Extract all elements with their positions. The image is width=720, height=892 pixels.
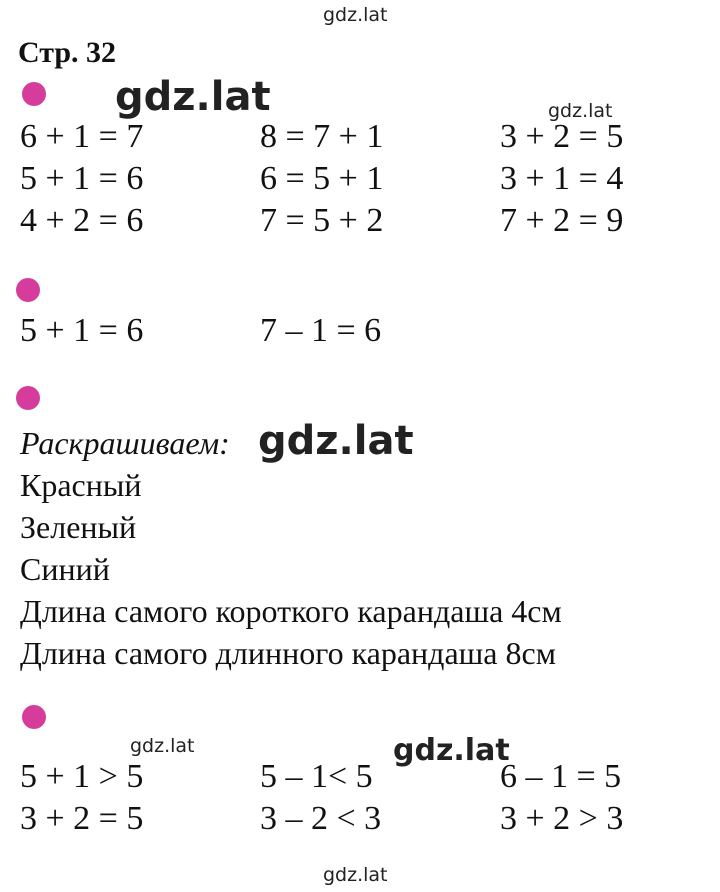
- equation: 7 + 2 = 9: [500, 202, 624, 239]
- section-bullet: [22, 82, 46, 106]
- equation: 7 – 1 = 6: [260, 312, 382, 349]
- comparison: 5 + 1 > 5: [20, 758, 144, 795]
- watermark-small: gdz.lat: [130, 735, 195, 757]
- section-bullet: [16, 386, 40, 410]
- equation: 6 + 1 = 7: [20, 118, 144, 155]
- watermark-large: gdz.lat: [115, 74, 271, 120]
- coloring-heading: Раскрашиваем:: [20, 425, 230, 461]
- watermark-medium: gdz.lat: [393, 733, 510, 768]
- equation: 5 + 1 = 6: [20, 312, 144, 349]
- equation: 7 = 5 + 2: [260, 202, 384, 239]
- equation: 3 + 2 = 5: [500, 118, 624, 155]
- section-bullet: [16, 278, 40, 302]
- comparison: 3 + 2 > 3: [500, 800, 624, 837]
- text-line: Красный: [20, 467, 142, 503]
- equation: 4 + 2 = 6: [20, 202, 144, 239]
- watermark-top: gdz.lat: [323, 4, 388, 26]
- text-line: Синий: [20, 551, 110, 587]
- comparison: 3 + 2 = 5: [20, 800, 144, 837]
- equation: 5 + 1 = 6: [20, 160, 144, 197]
- comparison: 6 – 1 = 5: [500, 758, 622, 795]
- text-line: Длина самого короткого карандаша 4см: [20, 593, 562, 629]
- watermark-large: gdz.lat: [258, 418, 414, 464]
- text-line: Длина самого длинного карандаша 8см: [20, 635, 556, 671]
- watermark-small: gdz.lat: [548, 100, 613, 122]
- watermark-bottom: gdz.lat: [323, 864, 388, 886]
- text-line: Зеленый: [20, 509, 137, 545]
- equation: 3 + 1 = 4: [500, 160, 624, 197]
- comparison: 3 – 2 < 3: [260, 800, 382, 837]
- equation: 8 = 7 + 1: [260, 118, 384, 155]
- page-title: Стр. 32: [18, 36, 117, 69]
- comparison: 5 – 1< 5: [260, 758, 373, 795]
- section-bullet: [22, 705, 46, 729]
- equation: 6 = 5 + 1: [260, 160, 384, 197]
